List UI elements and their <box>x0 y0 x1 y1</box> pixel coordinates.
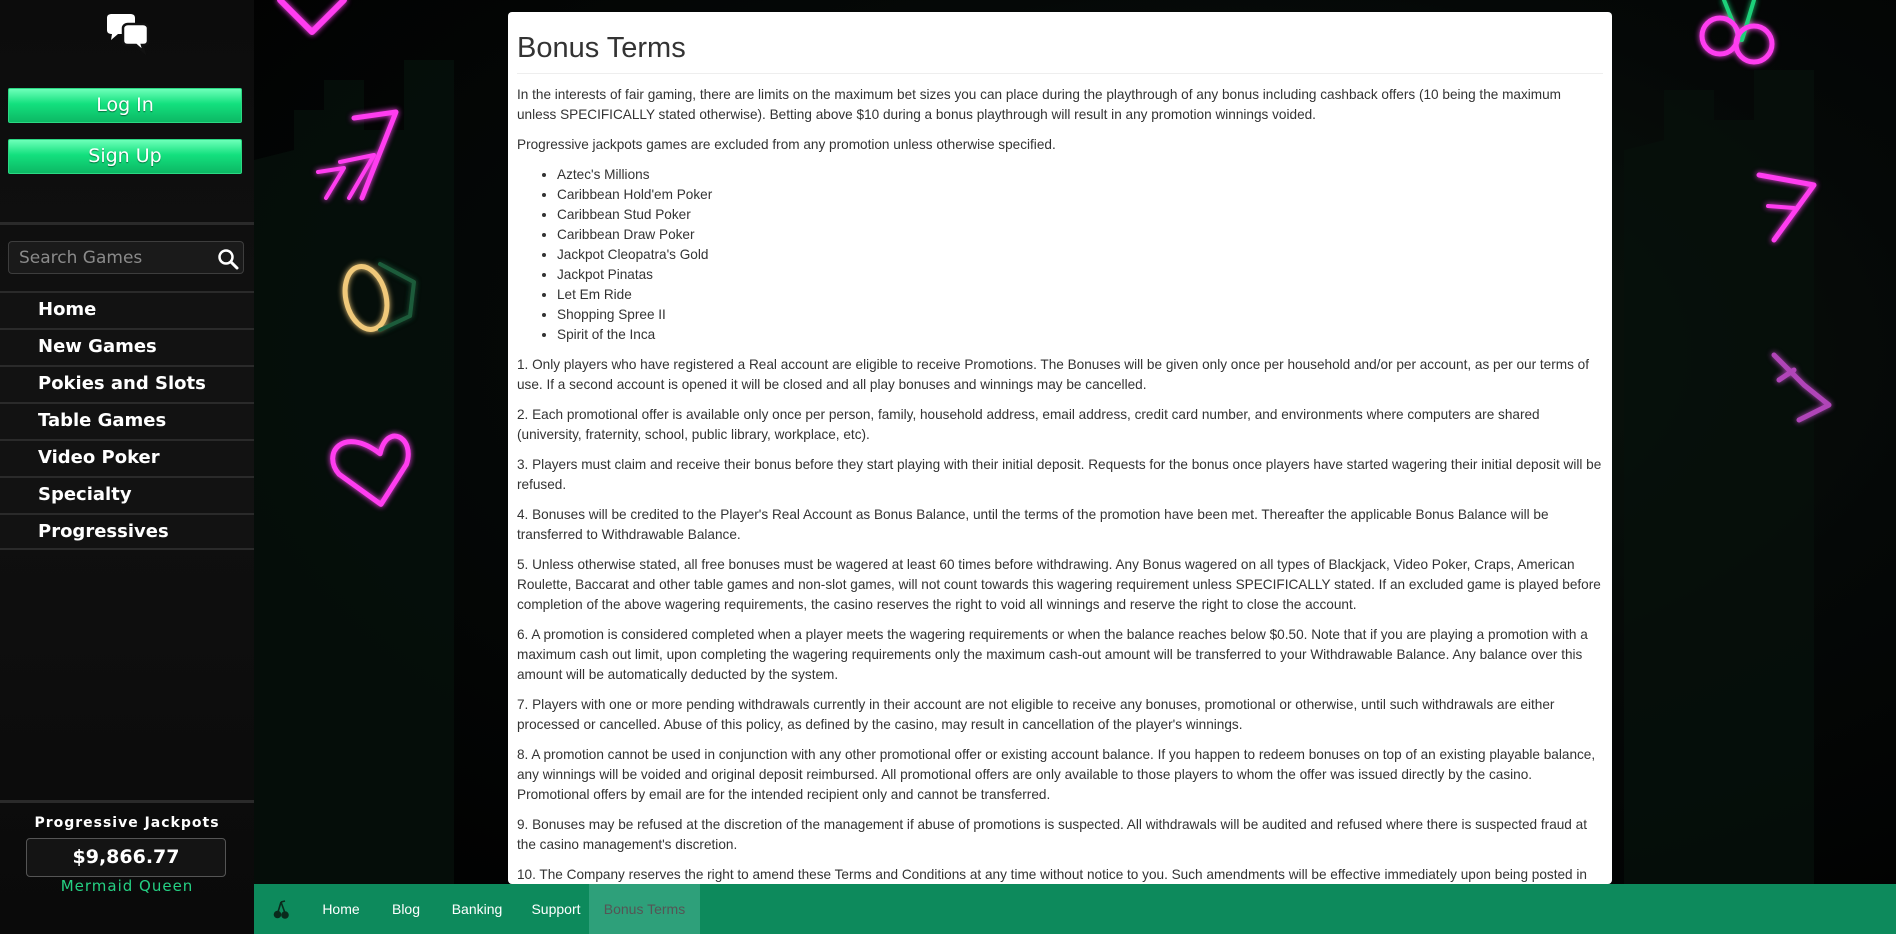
term-paragraph: 4. Bonuses will be credited to the Player's Real Account as Bonus Balance, until the terms of the promotion have been met. Thereafter the applicable Bonus Balance will be transferred to Withdrawable Balance. <box>517 507 1549 542</box>
sidebar-item-home[interactable]: Home <box>0 291 254 328</box>
list-item: • Jackpot Cleopatra's Gold <box>557 245 1603 265</box>
bottom-nav-home[interactable]: Home <box>322 901 360 917</box>
bottom-nav-blog[interactable]: Blog <box>391 901 421 917</box>
term-paragraph: 5. Unless otherwise stated, all free bonuses must be wagered at least 60 times before withdrawing. Any Bonus wagered on all types of Blackjack, Video Poker, Craps, American Roulette, Baccarat and other table games and non-slot games, will not count towards this wagering requirement unless SPECIFICALLY stated. If an excluded game is played before completion of the above wagering requirements, the casino reserves the right to void all winnings and reserve the right to close the account. <box>517 557 1601 612</box>
search-icon[interactable] <box>217 248 239 270</box>
list-item: • Caribbean Hold'em Poker <box>557 185 1603 205</box>
term-paragraph: 1. Only players who have registered a Real account are eligible to receive Promotions. The Bonuses will be given only once per household and/or per account, as per our terms of use. If a second account is opened it will be closed and all play bonuses and winnings may be cancelled. <box>517 357 1589 392</box>
cherry-icon[interactable] <box>272 900 290 920</box>
bottom-nav-support[interactable]: Support <box>531 901 581 917</box>
sidebar-item-video-poker[interactable]: Video Poker <box>0 439 254 476</box>
chat-bubbles-icon[interactable] <box>103 14 151 54</box>
search-input[interactable] <box>9 242 209 273</box>
excluded-games-list <box>517 165 1603 345</box>
term-paragraph: 7. Players with one or more pending withdrawals currently in their account are not eligible to receive any bonuses, promotional or otherwise, until such withdrawals are either processed or cancelled. Abuse of this policy, as defined by the casino, may result in cancellation of the player's winnings. <box>517 697 1555 732</box>
list-item: • Caribbean Draw Poker <box>557 225 1603 245</box>
list-item: • Caribbean Stud Poker <box>557 205 1603 225</box>
term-paragraph: 8. A promotion cannot be used in conjunction with any other promotional offer or existing account balance. If you happen to redeem bonuses on top of an existing playable balance, any winnings will be voided and original deposit reimbursed. All promotional offers are only available to those players to whom the offer was issued directly by the casino. Promotional offers by email are for the intended recipient only and cannot be transferred. <box>517 747 1596 802</box>
jackpot-game-name[interactable]: Mermaid Queen <box>60 877 194 895</box>
page-title: Bonus Terms <box>517 21 1603 74</box>
jackpot-amount[interactable]: $9,866.77 <box>26 838 226 877</box>
term-paragraph: 6. A promotion is considered completed when a player meets the wagering requirements or when the balance reaches below $0.50. Note that if you are playing a promotion with a maximum cash out limit, upon completing the wagering requirements only the maximum cash-out amount will be transferred to your Withdrawable Balance. Any balance over this amount will be automatically deducted by the system. <box>517 627 1588 682</box>
jackpot-title: Progressive Jackpots <box>34 815 220 831</box>
bottom-nav-banking[interactable]: Banking <box>451 901 503 917</box>
signup-button[interactable]: Sign Up <box>8 139 242 174</box>
sidebar-item-new-games[interactable]: New Games <box>0 328 254 365</box>
list-item: • Jackpot Pinatas <box>557 265 1603 285</box>
login-button[interactable]: Log In <box>8 88 242 123</box>
term-paragraph: 10. The Company reserves the right to amend these Terms and Conditions at any time without notice to you. Such amendments will be effective immediately upon being posted in <box>517 867 1587 882</box>
bottom-nav-bonus-terms[interactable]: Bonus Terms <box>589 884 700 934</box>
search-games-box <box>8 241 244 274</box>
sidebar-item-table-games[interactable]: Table Games <box>0 402 254 439</box>
term-paragraph: 9. Bonuses may be refused at the discretion of the management if abuse of promotions is suspected. All withdrawals will be audited and refused where there is suspected fraud at the casino management's discretion. <box>517 817 1587 852</box>
jackpot-divider <box>0 800 254 803</box>
list-item: • Shopping Spree II <box>557 305 1603 325</box>
term-paragraph: 2. Each promotional offer is available only once per person, family, household address, email address, credit card number, and environments where computers are shared (university, fraternity, school, public library, workplace, etc). <box>517 407 1540 442</box>
sidebar-nav <box>0 291 254 550</box>
sidebar-divider <box>0 222 254 225</box>
excluded-games-intro: Progressive jackpots games are excluded from any promotion unless otherwise specified. <box>517 137 1056 152</box>
list-item: • Aztec's Millions <box>557 165 1603 185</box>
list-item: • Spirit of the Inca <box>557 325 1603 345</box>
bottom-nav-bar <box>254 884 1896 934</box>
sidebar-item-pokies-and-slots[interactable]: Pokies and Slots <box>0 365 254 402</box>
intro-paragraph: In the interests of fair gaming, there are limits on the maximum bet sizes you can place during the playthrough of any bonus including cashback offers (10 being the maximum unless SPECIFICALLY stated otherwise). Betting above $10 during a bonus playthrough will result in any promotion winnings voided. <box>517 87 1562 122</box>
list-item: • Let Em Ride <box>557 285 1603 305</box>
sidebar-item-progressives[interactable]: Progressives <box>0 513 254 550</box>
term-paragraph: 3. Players must claim and receive their bonus before they start playing with their initial deposit. Requests for the bonus once players have started wagering their initial deposit will be refused. <box>517 457 1602 492</box>
bonus-terms-panel <box>508 12 1612 884</box>
sidebar-item-specialty[interactable]: Specialty <box>0 476 254 513</box>
sidebar <box>0 0 254 934</box>
